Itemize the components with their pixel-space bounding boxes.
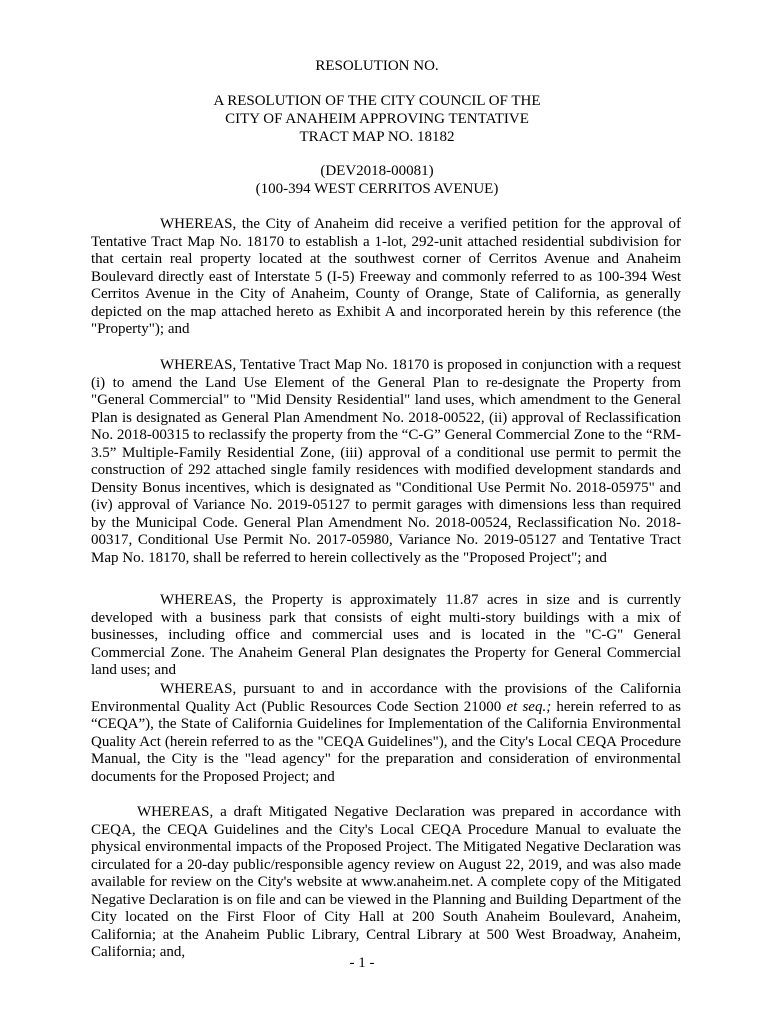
title-line: CITY OF ANAHEIM APPROVING TENTATIVE bbox=[225, 111, 529, 127]
whereas-paragraph-1: WHEREAS, the City of Anaheim did receive a verified petition for the approval of Tentative Tract Map No. 18170 to establish a 1-lot, 292-unit attached residential subdivision for that certain real property located at the southwest corner of Cerritos Avenue and Anaheim Boulevard directly east of Interstate 5 (I-5) Freeway and commonly referred to as 100-394 West Cerritos Avenue in the City of Anaheim, County of Orange, State of California, as generally depicted on the map attached hereto as Exhibit A and incorporated herein by this reference (the "Property"); and bbox=[91, 216, 681, 337]
whereas-paragraph-5: WHEREAS, a draft Mitigated Negative Declaration was prepared in accordance with CEQA, the CEQA Guidelines and the City's Local CEQA Procedure Manual to evaluate the physical environmental impacts of the Proposed Project. The Mitigated Negative Declaration was circulated for a 20-day public/responsible agency review on August 22, 2019, and was also made available for review on the City's website at www.anaheim.net. A complete copy of the Mitigated Negative Declaration is on file and can be viewed in the Planning and Building Department of the City located on the First Floor of City Hall at 200 South Anaheim Boulevard, Anaheim, California; at the Anaheim Public Library, Central Library at 500 West Broadway, Anaheim, California; and, bbox=[91, 804, 681, 960]
paragraph-text: herein referred to as “CEQA”), the State of California Guidelines for Implementation of the California Environmental Quality Act (herein referred to as the "CEQA Guidelines"), and the City's Local CEQA Procedure Manual, the City is the "lead agency" for the preparation and consideration of environmental documents for the Proposed Project; and bbox=[91, 698, 681, 785]
title-line: A RESOLUTION OF THE CITY COUNCIL OF THE bbox=[213, 93, 541, 109]
resolution-title bbox=[0, 93, 754, 147]
resolution-number: RESOLUTION NO. bbox=[315, 58, 439, 74]
dev-number: (DEV2018-00081) bbox=[320, 163, 434, 179]
project-identifiers bbox=[0, 163, 754, 199]
resolution-heading bbox=[0, 58, 754, 76]
project-address: (100-394 WEST CERRITOS AVENUE) bbox=[255, 181, 499, 197]
paragraph-text: WHEREAS, pursuant to and in accordance with the provisions of the California Environmental Quality Act (Public Resources Code Section 21000 bbox=[91, 681, 681, 715]
whereas-paragraph-3: WHEREAS, the Property is approximately 11.87 acres in size and is currently developed with a business park that consists of eight multi-story buildings with a mix of businesses, including office and commercial uses and is located in the "C-G" General Commercial Zone. The Anaheim General Plan designates the Property for General Commercial land uses; and bbox=[91, 592, 681, 678]
page-number: - 1 - bbox=[349, 955, 375, 971]
whereas-paragraph-4 bbox=[91, 681, 681, 786]
title-line: TRACT MAP NO. 18182 bbox=[299, 129, 455, 145]
italic-citation: et seq.; bbox=[506, 698, 552, 715]
whereas-paragraph-2: WHEREAS, Tentative Tract Map No. 18170 is proposed in conjunction with a request (i) to amend the Land Use Element of the General Plan to re-designate the Property from "General Commercial" to "Mid Density Residential" land uses, which amendment to the General Plan is designated as General Plan Amendment No. 2018-00522, (ii) approval of Reclassification No. 2018-00315 to reclassify the property from the “C-G” General Commercial Zone to the “RM-3.5” Multiple-Family Residential Zone, (iii) approval of a conditional use permit to permit the construction of 292 attached single family residences with modified development standards and Density Bonus incentives, which is designated as "Conditional Use Permit No. 2018-05975" and (iv) approval of Variance No. 2019-05127 to permit garages with dimensions less than required by the Municipal Code. General Plan Amendment No. 2018-00524, Reclassification No. 2018-00317, Conditional Use Permit No. 2017-05980, Variance No. 2019-05127 and Tentative Tract Map No. 18170, shall be referred to herein collectively as the "Proposed Project"; and bbox=[91, 357, 681, 566]
